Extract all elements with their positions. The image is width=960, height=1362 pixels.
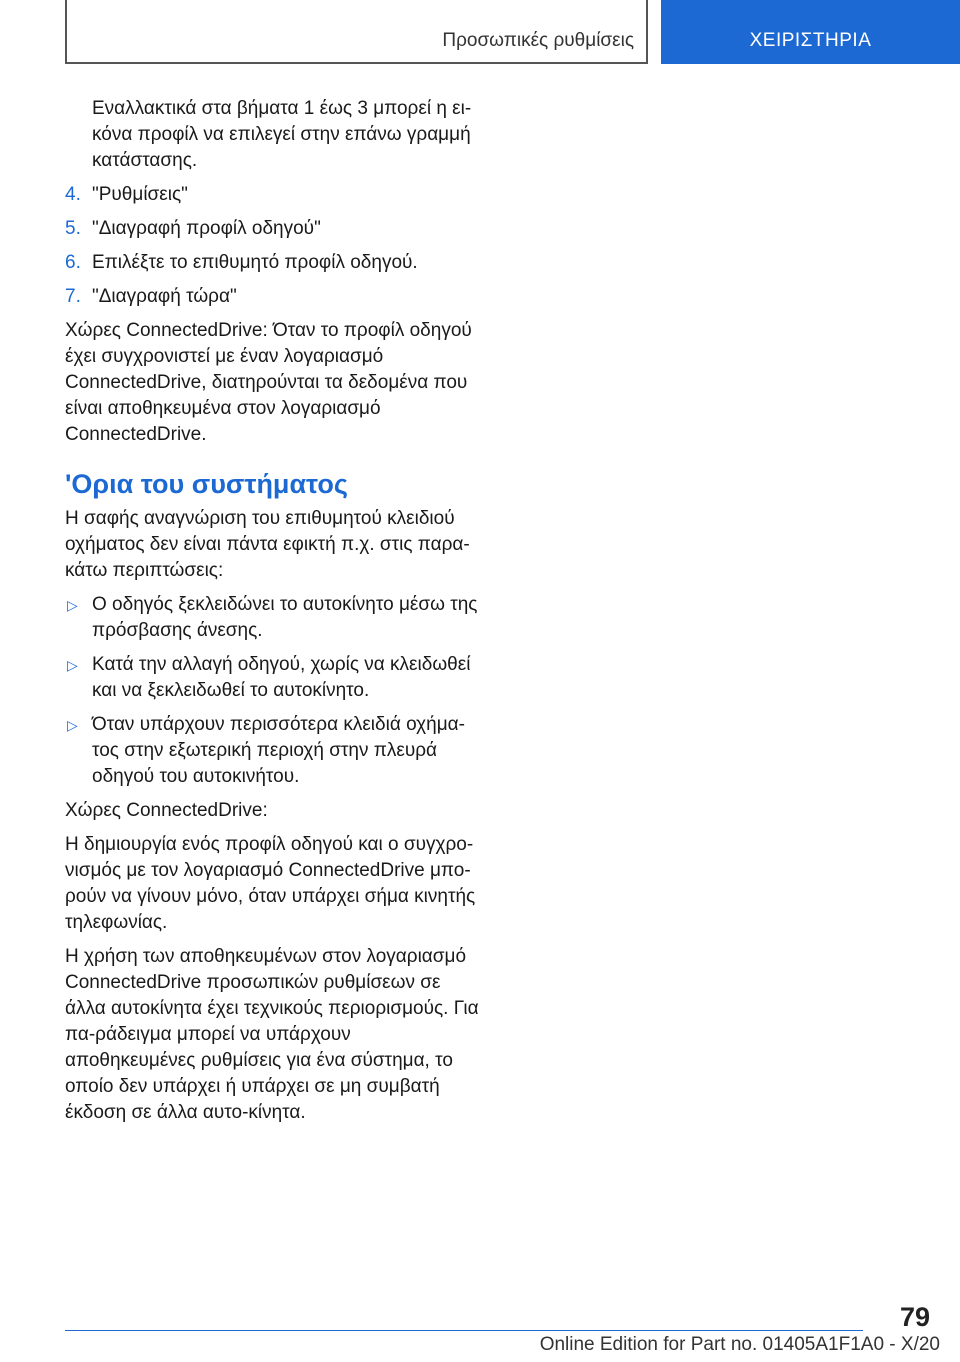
triangle-right-outline-icon: ▷ (67, 717, 78, 733)
paragraph-profile-creation: Η δημιουργία ενός προφίλ οδηγού και ο συγχρο-νισμός με τον λογαριασμό ConnectedDrive μπο-ρούν να γίνουν μόνο, όταν υπάρχει σήμα κινητής τηλεφωνίας. (65, 834, 476, 933)
step-text: "Διαγραφή τώρα" (92, 286, 237, 307)
section-heading-system-limits: 'Ορια του συστήματος (65, 469, 348, 499)
paragraph-settings-usage: Η χρήση των αποθηκευμένων στον λογαριασμό ConnectedDrive προσωπικών ρυθμίσεων σε άλλα αυτοκίνητα έχει τεχνικούς περιορισμούς. Για πα-ράδειγμα μπορεί να υπάρχουν αποθηκευμένες ρυθμίσεις για ένα σύστημα, το οποίο δεν υπάρχει ή υπάρχει σε μη συμβατή έκδοση σε άλλα αυτο-κίνητα. (65, 946, 479, 1123)
page-number: 79 (899, 1302, 930, 1332)
step-item (65, 250, 485, 276)
step-number: 6. (65, 252, 81, 273)
bullet-item (65, 592, 485, 644)
section-intro: Η σαφής αναγνώριση του επιθυμητού κλειδιού οχήματος δεν είναι πάντα εφικτή π.χ. στις παρα-κάτω περιπτώσεις: (65, 508, 470, 581)
chapter-tab-label: ΧΕΙΡΙΣΤΗΡΙΑ (749, 30, 872, 51)
bullet-item (65, 712, 485, 790)
bullet-text: Κατά την αλλαγή οδηγού, χωρίς να κλειδωθεί και να ξεκλειδωθεί το αυτοκίνητο. (92, 654, 471, 701)
countries-label: Χώρες ConnectedDrive: (65, 800, 268, 821)
step-text: "Ρυθμίσεις" (92, 184, 188, 205)
step-item (65, 216, 485, 242)
bullet-text: Όταν υπάρχουν περισσότερα κλειδιά οχήμα-τος στην εξωτερική περιοχή στην πλευρά οδηγού του αυτοκινήτου. (92, 714, 465, 787)
step-number: 4. (65, 184, 81, 205)
step-number: 7. (65, 286, 81, 307)
step-item (65, 284, 485, 310)
triangle-right-outline-icon: ▷ (67, 657, 78, 673)
footer-divider (65, 1330, 863, 1331)
bullet-item (65, 652, 485, 704)
step-text: "Διαγραφή προφίλ οδηγού" (92, 218, 321, 239)
triangle-right-outline-icon: ▷ (67, 597, 78, 613)
bullet-text: Ο οδηγός ξεκλειδώνει το αυτοκίνητο μέσω της πρόσβασης άνεσης. (92, 594, 478, 641)
connecteddrive-note: Χώρες ConnectedDrive: Όταν το προφίλ οδηγού έχει συγχρονιστεί με έναν λογαριασμό ConnectedDrive, διατηρούνται τα δεδομένα που είναι αποθηκευμένα στον λογαριασμό ConnectedDrive. (65, 320, 472, 445)
main-content (65, 96, 485, 1134)
intro-note: Εναλλακτικά στα βήματα 1 έως 3 μπορεί η ει-κόνα προφίλ να επιλεγεί στην επάνω γραμμή κατάστασης. (92, 98, 472, 171)
chapter-tab[interactable] (661, 0, 960, 64)
step-number: 5. (65, 218, 81, 239)
header-section-box (65, 0, 648, 64)
header-section-title: Προσωπικές ρυθμίσεις (442, 30, 634, 51)
step-text: Επιλέξτε το επιθυμητό προφίλ οδηγού. (92, 252, 418, 273)
footer-edition-text: Online Edition for Part no. 01405A1F1A0 - X/20 (539, 1334, 940, 1355)
step-item (65, 182, 485, 208)
